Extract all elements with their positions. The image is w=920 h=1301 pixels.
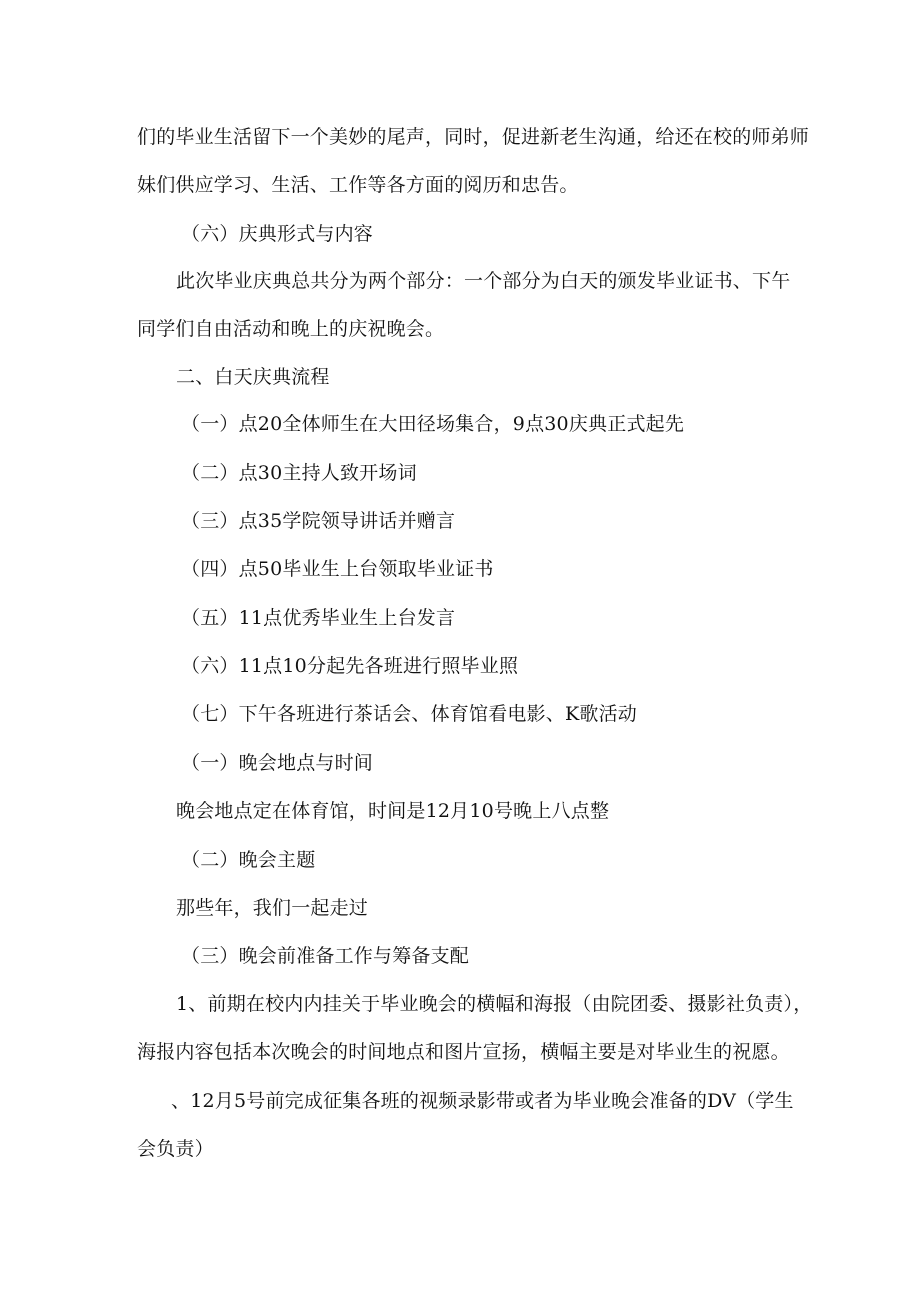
- section-heading: （二）晚会主题: [181, 849, 316, 871]
- paragraph-line: 会负责）: [137, 1138, 214, 1160]
- list-item: （二）点30主持人致开场词: [181, 462, 417, 484]
- paragraph-line: 晚会地点定在体育馆，时间是12月10号晚上八点整: [176, 800, 610, 822]
- list-item: （七）下午各班进行茶话会、体育馆看电影、K歌活动: [181, 703, 637, 725]
- list-item: （一）点20全体师生在大田径场集合，9点30庆典正式起先: [181, 413, 685, 435]
- section-heading: （六）庆典形式与内容: [181, 223, 374, 245]
- paragraph-line: 们的毕业生活留下一个美妙的尾声，同时，促进新老生沟通，给还在校的师弟师: [137, 126, 810, 148]
- list-item: （五）11点优秀毕业生上台发言: [181, 607, 456, 629]
- paragraph-line: 妹们供应学习、生活、工作等各方面的阅历和忠告。: [137, 174, 579, 196]
- section-heading: 二、白天庆典流程: [176, 366, 330, 388]
- paragraph-line: 海报内容包括本次晚会的时间地点和图片宣扬，横幅主要是对毕业生的祝愿。: [137, 1041, 790, 1063]
- paragraph-line: 1、前期在校内内挂关于毕业晚会的横幅和海报（由院团委、摄影社负责），: [176, 993, 813, 1015]
- paragraph-line: 同学们自由活动和晚上的庆祝晚会。: [137, 318, 445, 340]
- paragraph-line: 那些年，我们一起走过: [176, 897, 369, 919]
- list-item: （六）11点10分起先各班进行照毕业照: [181, 655, 519, 677]
- paragraph-line: 此次毕业庆典总共分为两个部分：一个部分为白天的颁发毕业证书、下午: [176, 270, 791, 292]
- list-item: （三）点35学院领导讲话并赠言: [181, 510, 456, 532]
- paragraph-line: 、12月5号前完成征集各班的视频录影带或者为毕业晚会准备的DV（学生: [171, 1090, 794, 1112]
- section-heading: （一）晚会地点与时间: [181, 752, 374, 774]
- section-heading: （三）晚会前准备工作与筹备支配: [181, 945, 470, 967]
- list-item: （四）点50毕业生上台领取毕业证书: [181, 558, 494, 580]
